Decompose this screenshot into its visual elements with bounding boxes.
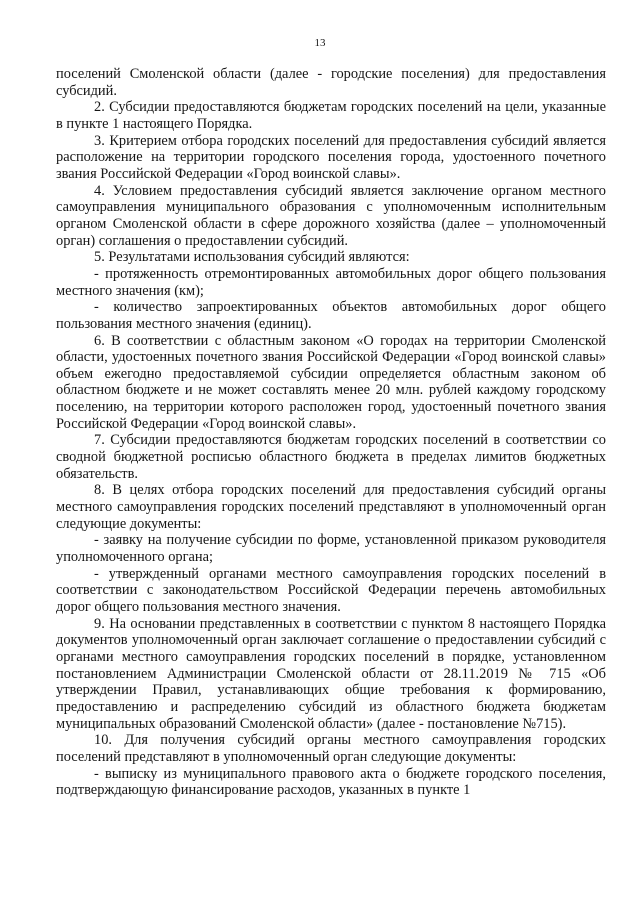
paragraph-2: 2. Субсидии предоставляются бюджетам городских поселений на цели, указанные в пункте 1 настоящего Порядка.	[56, 99, 606, 132]
paragraph-5: 5. Результатами использования субсидий являются:	[94, 249, 410, 266]
list-item-8-1: - заявку на получение субсидии по форме, установленной приказом руководителя уполномоченного органа;	[56, 532, 606, 566]
page-number: 13	[314, 37, 326, 49]
list-item-5-1: - протяженность отремонтированных автомобильных дорог общего пользования местного значения (км);	[56, 265, 606, 299]
paragraph-7: 7. Субсидии предоставляются бюджетам городских поселений в соответствии со сводной бюджетной росписью областного бюджета в пределах лимитов бюджетных обязательств.	[56, 432, 606, 482]
list-item-10-1: - выписку из муниципального правового акта о бюджете городского поселения, подтверждающую финансирование расходов, указанных в пункте 1	[56, 765, 606, 799]
paragraph-continuation: поселений Смоленской области (далее - городские поселения) для предоставления субсидий.	[56, 66, 606, 99]
paragraph-4: 4. Условием предоставления субсидий является заключение органом местного самоуправления муниципального образования с уполномоченным исполнительным органом Смоленской области в сфере дорожного хозяйства (далее – уполномоченный орган) соглашения о предоставлении субсидий.	[56, 182, 606, 249]
paragraph-8: 8. В целях отбора городских поселений для предоставления субсидий органы местного самоуправления городских поселений представляют в уполномоченный орган следующие документы:	[56, 482, 606, 532]
list-item-5-2: - количество запроектированных объектов автомобильных дорог общего пользования местного значения (единиц).	[56, 299, 606, 332]
list-item-8-2: - утвержденный органами местного самоуправления городских поселений в соответствии с законодательством Российской Федерации перечень автомобильных дорог общего пользования местного значения.	[56, 565, 606, 615]
paragraph-10: 10. Для получения субсидий органы местного самоуправления городских поселений представляют в уполномоченный орган следующие документы:	[56, 732, 606, 765]
paragraph-3: 3. Критерием отбора городских поселений для предоставления субсидий является расположение на территории городского поселения города, удостоенного почетного звания Российской Федерации «Город воинской славы».	[56, 132, 606, 182]
paragraph-9: 9. На основании представленных в соответствии с пунктом 8 настоящего Порядка документов уполномоченный орган заключает соглашение о предоставлении субсидий с органами местного самоуправления городских поселений в порядке, установленном постановлением Администрации Смоленской области от 28.11.2019 № 715 «Об утверждении Правил, устанавливающих общие требования к формированию, предоставлению и распределению субсидий из областного бюджета бюджетам муниципальных образований Смоленской области» (далее - постановление №715).	[56, 615, 606, 732]
document-body	[56, 66, 606, 799]
paragraph-6: 6. В соответствии с областным законом «О городах на территории Смоленской области, удостоенных почетного звания Российской Федерации «Город воинской славы» объем ежегодно предоставляемой субсидии определяется областным законом об областном бюджете и не может составлять менее 20 млн. рублей каждому городскому поселению, на территории которого расположен город, удостоенный почетного звания Российской Федерации «Город воинской славы».	[56, 332, 606, 432]
